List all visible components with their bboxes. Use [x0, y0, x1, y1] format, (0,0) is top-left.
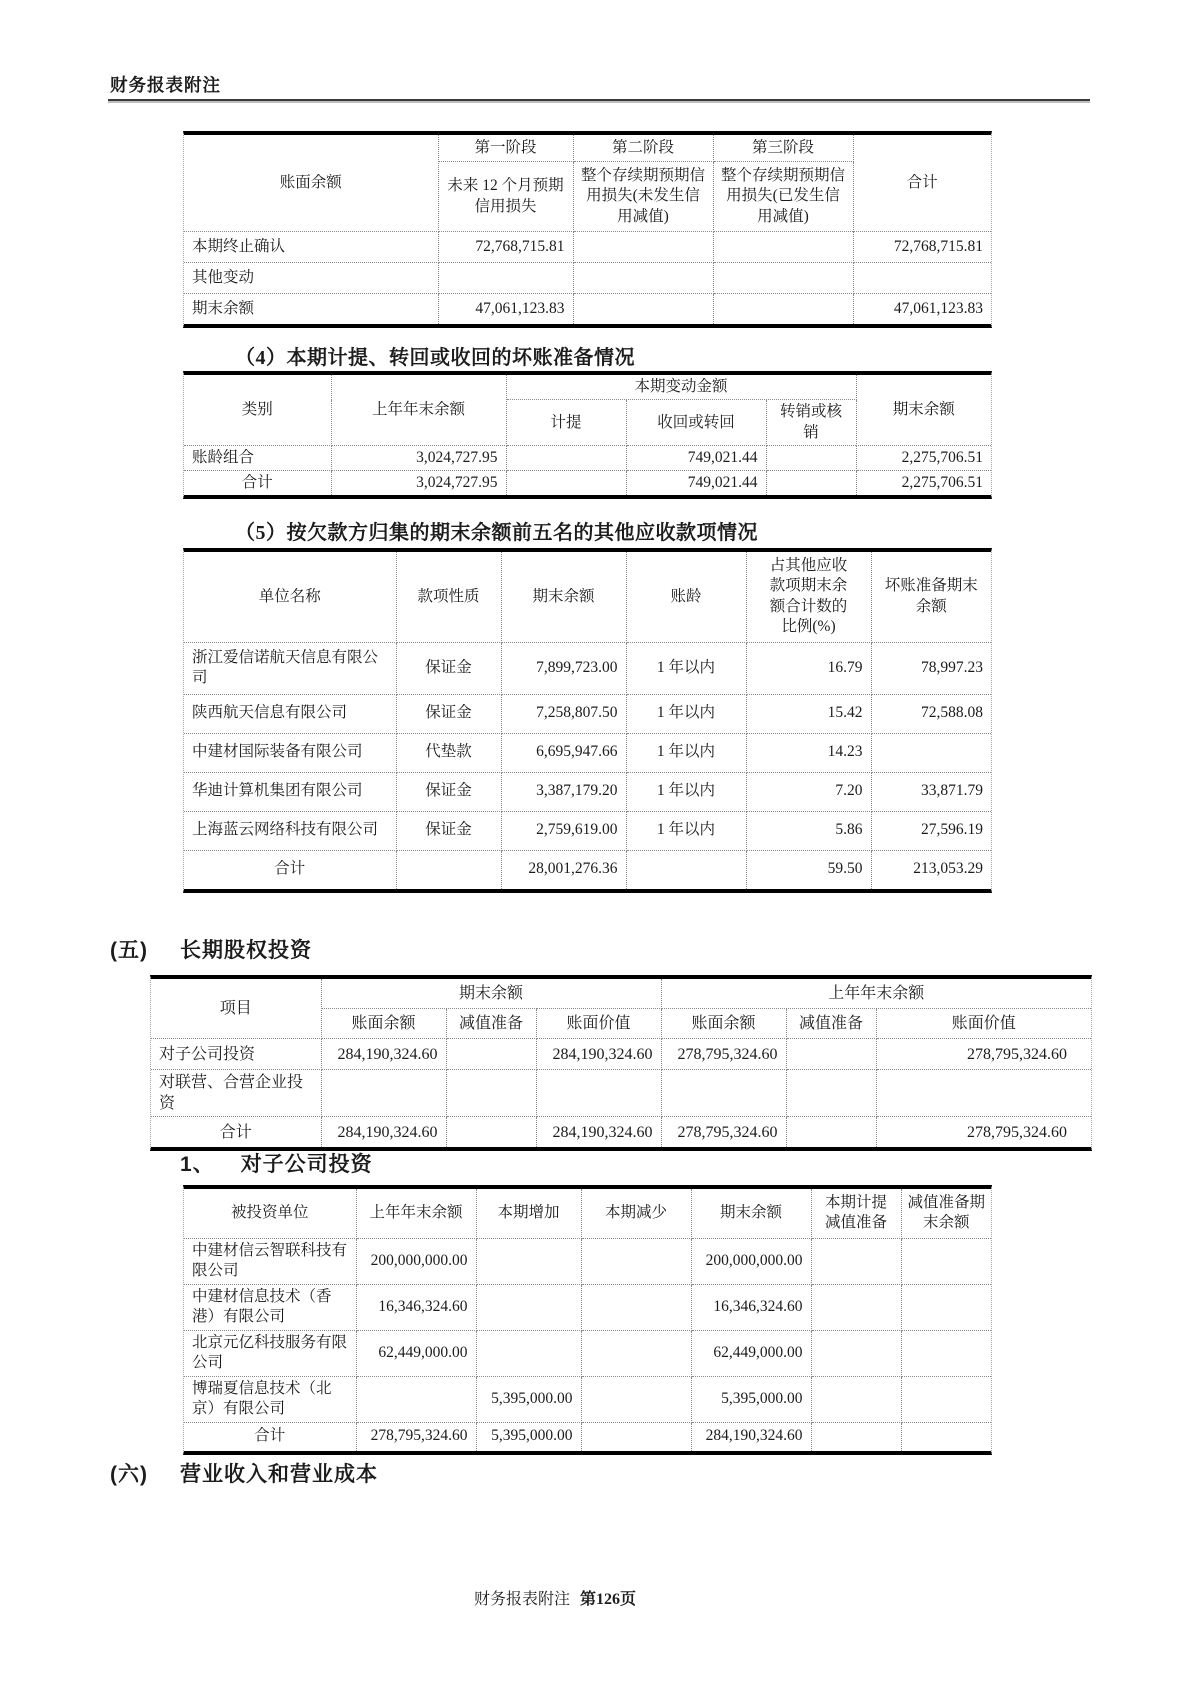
- data-cell: [446, 1070, 536, 1117]
- data-cell: 2,275,706.51: [856, 446, 991, 471]
- data-cell: 200,000,000.00: [356, 1238, 476, 1284]
- footer-text: 财务报表附注: [473, 1591, 570, 1608]
- table-header-row: [184, 135, 991, 162]
- row-label: 上海蓝云网络科技有限公司: [184, 811, 396, 850]
- data-cell: 16,346,324.60: [691, 1284, 811, 1330]
- section-title: 营业收入和营业成本: [180, 1463, 378, 1486]
- page-footer: [100, 1586, 1010, 1609]
- data-cell: [573, 263, 713, 294]
- table-row: [184, 446, 991, 471]
- table-total-row: [151, 1117, 1091, 1148]
- header-cell: 减值准备: [446, 1009, 536, 1039]
- row-label: 中建材信云智联科技有限公司: [184, 1238, 356, 1284]
- data-cell: 1 年以内: [626, 642, 746, 694]
- data-cell: 72,768,715.81: [853, 232, 991, 263]
- data-cell: 278,795,324.60: [356, 1422, 476, 1451]
- header-cell: 转销或核销: [766, 400, 856, 446]
- subsection-number: 1、: [180, 1153, 215, 1176]
- data-cell: [321, 1070, 446, 1117]
- header-cell: 款项性质: [396, 552, 501, 642]
- data-cell: 2,759,619.00: [501, 811, 626, 850]
- data-cell: 78,997.23: [871, 642, 991, 694]
- data-cell: 保证金: [396, 772, 501, 811]
- header-cell: 账面余额: [661, 1009, 786, 1039]
- table-row: [184, 1376, 991, 1422]
- header-cell: 上年年末余额: [661, 979, 1091, 1009]
- data-cell: 15.42: [746, 694, 871, 733]
- data-cell: [901, 1330, 991, 1376]
- data-cell: 6,695,947.66: [501, 733, 626, 772]
- data-cell: [506, 446, 626, 471]
- data-cell: 278,795,324.60: [661, 1039, 786, 1070]
- data-cell: 213,053.29: [871, 850, 991, 889]
- header-cell: 收回或转回: [626, 400, 766, 446]
- section-long-term-equity: [110, 934, 312, 964]
- data-cell: 278,795,324.60: [876, 1039, 1091, 1070]
- table-bad-debt-provision: [183, 371, 992, 499]
- row-label: 合计: [184, 850, 396, 889]
- data-cell: 278,795,324.60: [876, 1117, 1091, 1148]
- data-cell: [811, 1284, 901, 1330]
- header-cell: 本期变动金额: [506, 375, 856, 400]
- data-cell: 749,021.44: [626, 471, 766, 496]
- data-cell: 284,190,324.60: [536, 1117, 661, 1148]
- header-cell: 期末余额: [856, 375, 991, 446]
- header-cell: 第三阶段: [713, 135, 853, 162]
- data-cell: 14.23: [746, 733, 871, 772]
- data-cell: 3,387,179.20: [501, 772, 626, 811]
- header-cell: 整个存续期预期信用损失(未发生信用减值): [573, 162, 713, 232]
- data-cell: 278,795,324.60: [661, 1117, 786, 1148]
- table-row: [184, 294, 991, 325]
- caption-top-five-receivables: （5）按欠款方归集的期末余额前五名的其他应收款项情况: [235, 522, 758, 544]
- header-cell: 期末余额: [501, 552, 626, 642]
- header-cell: 未来 12 个月预期信用损失: [438, 162, 573, 232]
- data-cell: [581, 1284, 691, 1330]
- header-cell: 账龄: [626, 552, 746, 642]
- data-cell: [536, 1070, 661, 1117]
- row-label: 合计: [184, 1422, 356, 1451]
- header-cell: 账面余额: [184, 135, 438, 232]
- data-cell: [581, 1330, 691, 1376]
- header-cell: 上年年末余额: [356, 1189, 476, 1238]
- table-long-term-equity: [150, 975, 1092, 1151]
- data-cell: 3,024,727.95: [331, 446, 506, 471]
- table-top-five-receivables: [183, 548, 992, 893]
- data-cell: [786, 1117, 876, 1148]
- row-label: 华迪计算机集团有限公司: [184, 772, 396, 811]
- row-label: 账龄组合: [184, 446, 331, 471]
- header-cell: 整个存续期预期信用损失(已发生信用减值): [713, 162, 853, 232]
- data-cell: [476, 1284, 581, 1330]
- footer-page-number: 第126页: [580, 1591, 637, 1608]
- data-cell: [713, 232, 853, 263]
- caption-bad-debt-provision: （4）本期计提、转回或收回的坏账准备情况: [235, 347, 635, 369]
- row-label: 北京元亿科技服务有限公司: [184, 1330, 356, 1376]
- data-cell: [446, 1117, 536, 1148]
- header-cell: 单位名称: [184, 552, 396, 642]
- row-label: 对联营、合营企业投资: [151, 1070, 321, 1117]
- data-cell: 62,449,000.00: [356, 1330, 476, 1376]
- data-cell: [786, 1039, 876, 1070]
- data-cell: 62,449,000.00: [691, 1330, 811, 1376]
- data-cell: 5.86: [746, 811, 871, 850]
- row-label: 对子公司投资: [151, 1039, 321, 1070]
- table-total-row: [184, 850, 991, 889]
- data-cell: 16,346,324.60: [356, 1284, 476, 1330]
- header-rule: [108, 99, 1090, 103]
- header-cell: 项目: [151, 979, 321, 1039]
- table-row: [184, 263, 991, 294]
- subsection-title: 对子公司投资: [240, 1153, 373, 1176]
- data-cell: [871, 733, 991, 772]
- header-cell: 类别: [184, 375, 331, 446]
- header-cell: 第一阶段: [438, 135, 573, 162]
- data-cell: [356, 1376, 476, 1422]
- data-cell: [581, 1376, 691, 1422]
- row-label: 陕西航天信息有限公司: [184, 694, 396, 733]
- data-cell: 7,899,723.00: [501, 642, 626, 694]
- doc-header: 财务报表附注: [110, 75, 221, 95]
- header-cell: 上年年末余额: [331, 375, 506, 446]
- header-cell: 减值准备期末余额: [901, 1189, 991, 1238]
- header-cell: 账面价值: [536, 1009, 661, 1039]
- row-label: 合计: [184, 471, 331, 496]
- header-cell: 占其他应收款项期末余额合计数的比例(%): [746, 552, 871, 642]
- data-cell: [901, 1376, 991, 1422]
- data-cell: [766, 446, 856, 471]
- data-cell: [811, 1238, 901, 1284]
- data-cell: [476, 1330, 581, 1376]
- header-cell: 第二阶段: [573, 135, 713, 162]
- section-title: 长期股权投资: [180, 939, 312, 962]
- data-cell: [446, 1039, 536, 1070]
- data-cell: [573, 294, 713, 325]
- data-cell: [901, 1238, 991, 1284]
- header-cell: 本期增加: [476, 1189, 581, 1238]
- data-cell: 284,190,324.60: [321, 1039, 446, 1070]
- row-label: 中建材信息技术（香港）有限公司: [184, 1284, 356, 1330]
- table-header-row: [184, 552, 991, 642]
- row-label: 博瑞夏信息技术（北京）有限公司: [184, 1376, 356, 1422]
- data-cell: [811, 1422, 901, 1451]
- data-cell: 1 年以内: [626, 811, 746, 850]
- table-header-row: [151, 979, 1091, 1009]
- row-label: 其他变动: [184, 263, 438, 294]
- section-number: (五): [110, 939, 148, 962]
- data-cell: 5,395,000.00: [476, 1376, 581, 1422]
- data-cell: 200,000,000.00: [691, 1238, 811, 1284]
- data-cell: 749,021.44: [626, 446, 766, 471]
- table-row: [184, 1284, 991, 1330]
- data-cell: 47,061,123.83: [438, 294, 573, 325]
- data-cell: 保证金: [396, 642, 501, 694]
- data-cell: 2,275,706.51: [856, 471, 991, 496]
- row-label: 合计: [151, 1117, 321, 1148]
- table-row: [184, 694, 991, 733]
- data-cell: 28,001,276.36: [501, 850, 626, 889]
- data-cell: 1 年以内: [626, 694, 746, 733]
- data-cell: 72,768,715.81: [438, 232, 573, 263]
- row-label: 浙江爱信诺航天信息有限公司: [184, 642, 396, 694]
- data-cell: [438, 263, 573, 294]
- table-row: [184, 733, 991, 772]
- data-cell: [713, 294, 853, 325]
- table-row: [151, 1039, 1091, 1070]
- data-cell: 保证金: [396, 811, 501, 850]
- table-header-row: [184, 1189, 991, 1238]
- header-cell: 坏账准备期末余额: [871, 552, 991, 642]
- data-cell: [573, 232, 713, 263]
- table-total-row: [184, 1422, 991, 1451]
- data-cell: 5,395,000.00: [476, 1422, 581, 1451]
- data-cell: 1 年以内: [626, 772, 746, 811]
- data-cell: [581, 1422, 691, 1451]
- data-cell: [901, 1284, 991, 1330]
- data-cell: 47,061,123.83: [853, 294, 991, 325]
- table-row: [184, 232, 991, 263]
- header-cell: 账面余额: [321, 1009, 446, 1039]
- data-cell: 1 年以内: [626, 733, 746, 772]
- table-row: [184, 811, 991, 850]
- section-number: (六): [110, 1463, 148, 1486]
- data-cell: [853, 263, 991, 294]
- data-cell: [713, 263, 853, 294]
- data-cell: 16.79: [746, 642, 871, 694]
- data-cell: [811, 1376, 901, 1422]
- data-cell: [811, 1330, 901, 1376]
- header-cell: 计提: [506, 400, 626, 446]
- data-cell: 72,588.08: [871, 694, 991, 733]
- data-cell: 保证金: [396, 694, 501, 733]
- data-cell: [626, 850, 746, 889]
- table-row: [184, 471, 991, 496]
- data-cell: [661, 1070, 786, 1117]
- data-cell: 284,190,324.60: [691, 1422, 811, 1451]
- header-cell: 本期计提减值准备: [811, 1189, 901, 1238]
- data-cell: [506, 471, 626, 496]
- data-cell: 3,024,727.95: [331, 471, 506, 496]
- row-label: 中建材国际装备有限公司: [184, 733, 396, 772]
- data-cell: 27,596.19: [871, 811, 991, 850]
- section-operating-revenue: [110, 1458, 378, 1488]
- data-cell: [396, 850, 501, 889]
- data-cell: [581, 1238, 691, 1284]
- row-label: 期末余额: [184, 294, 438, 325]
- table-header-row: [184, 375, 991, 400]
- header-cell: 期末余额: [321, 979, 661, 1009]
- data-cell: 284,190,324.60: [321, 1117, 446, 1148]
- header-cell: 减值准备: [786, 1009, 876, 1039]
- row-label: 本期终止确认: [184, 232, 438, 263]
- table-subsidiary-investment: [183, 1185, 992, 1455]
- data-cell: 5,395,000.00: [691, 1376, 811, 1422]
- data-cell: [901, 1422, 991, 1451]
- data-cell: 7,258,807.50: [501, 694, 626, 733]
- table-row: [184, 772, 991, 811]
- header-cell: 被投资单位: [184, 1189, 356, 1238]
- header-cell: 账面价值: [876, 1009, 1091, 1039]
- data-cell: 284,190,324.60: [536, 1039, 661, 1070]
- table-row: [151, 1070, 1091, 1117]
- subsection-subsidiary-investment: [180, 1148, 373, 1178]
- table-row: [184, 1238, 991, 1284]
- table-row: [184, 1330, 991, 1376]
- data-cell: 59.50: [746, 850, 871, 889]
- data-cell: [476, 1238, 581, 1284]
- header-cell: 合计: [853, 135, 991, 232]
- header-cell: 期末余额: [691, 1189, 811, 1238]
- data-cell: 7.20: [746, 772, 871, 811]
- table-credit-loss-stages: [183, 131, 992, 328]
- data-cell: 33,871.79: [871, 772, 991, 811]
- data-cell: [876, 1070, 1091, 1117]
- table-row: [184, 642, 991, 694]
- data-cell: [766, 471, 856, 496]
- data-cell: 代垫款: [396, 733, 501, 772]
- data-cell: [786, 1070, 876, 1117]
- header-cell: 本期减少: [581, 1189, 691, 1238]
